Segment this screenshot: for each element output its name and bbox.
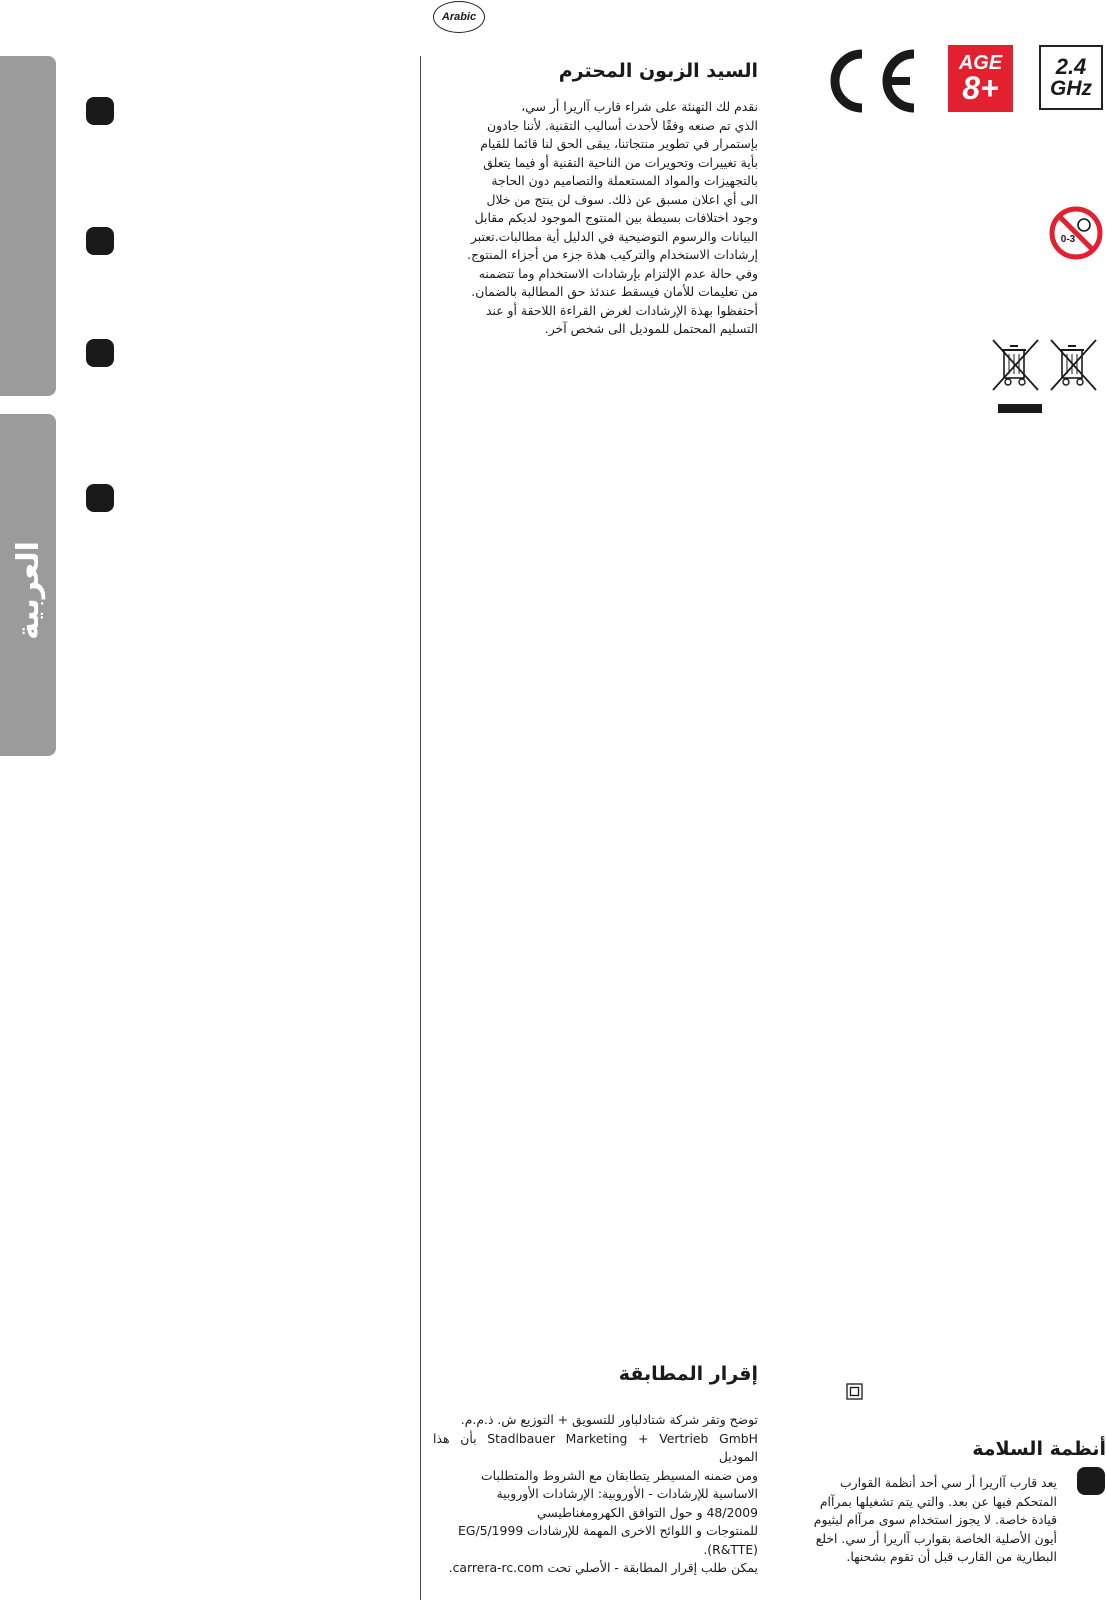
age-label: AGE	[958, 51, 1003, 74]
intro-line: البيانات والرسوم التوضيحية في الدليل أية مطالبات.تعتبر	[470, 228, 758, 244]
intro-line: وجود اختلافات بسيطة بين المنتوج الموجود لديكم مقابل	[474, 210, 758, 225]
safety-line: أيون الأصلية الخاصة بقوارب آاريرا أر سي. اخلع	[815, 1530, 1057, 1546]
side-tab-text: العربية	[10, 540, 46, 640]
age-rating-icon	[948, 45, 1013, 112]
weee-bar	[998, 404, 1042, 413]
safety-line: المتحكم فيها عن بعد. والتي يتم تشغيلها بمرآام	[819, 1493, 1057, 1509]
intro-line: أحتفظوا بهذة الإرشادات لغرض القراءة اللاحقة أو عند	[485, 302, 758, 318]
frequency-value: 2.4	[1055, 54, 1087, 79]
intro-line: الى أي اعلان مسبق عن ذلك. سوف لن ينتج من خلال	[486, 191, 758, 207]
frequency-unit: GHz	[1050, 77, 1092, 100]
intro-text	[433, 98, 758, 339]
safety-bullet	[1077, 1467, 1105, 1495]
language-badge	[433, 1, 485, 33]
safety-line: يعد قارب آاريرا أر سي أحد أنظمة القوارب	[839, 1475, 1057, 1490]
declaration-line: توضح وتقر شركة شتادلباور للتسويق + التوزيع ش. ذ.م.م.	[460, 1412, 758, 1427]
section-bullet-1	[86, 97, 114, 125]
declaration-line: (R&TTE).	[703, 1541, 758, 1557]
intro-line: الذي تم صنعه وفقًا لأحدث أساليب التقنية. لأننا جادون	[487, 117, 758, 133]
section-bullet-4	[86, 484, 114, 512]
not-for-under-3-icon	[1048, 205, 1104, 261]
ce-mark-icon	[818, 46, 918, 116]
intro-title: السيد الزبون المحترم	[558, 60, 758, 82]
age-value: 8+	[962, 69, 999, 106]
safety-line: البطارية من القارب قبل أن تقوم بشحنها.	[846, 1549, 1057, 1564]
safety-text	[786, 1474, 1057, 1567]
ce-mark-label: CE	[818, 46, 820, 47]
intro-line: بأية تغييرات وتحويرات من الناحية التقنية أو فيما يتعلق	[483, 154, 758, 170]
safety-title: أنظمة السلامة	[972, 1438, 1106, 1460]
intro-line: نقدم لك التهنئة على شراء قارب آاريرا أر سي،	[521, 99, 758, 114]
age-warning-label: 0-3	[1060, 234, 1076, 245]
declaration-title: إقرار المطابقة	[618, 1363, 758, 1385]
intro-line: من تعليمات للأمان فيسقط عندئذ حق المطالبة بالضمان.	[471, 284, 758, 299]
declaration-line: يمكن طلب إقرار المطابقة - الأصلي تحت carrera-rc.com.	[448, 1560, 758, 1575]
side-tab-upper	[0, 56, 56, 396]
intro-line: إرشادات الاستخدام والتركيب هذة جزء من أجزاء المنتوج.	[467, 247, 758, 262]
declaration-text	[433, 1411, 758, 1578]
section-bullet-3	[86, 339, 114, 367]
intro-line: بإستمرار في تطوير منتجاتنا، يبقى الحق لنا قائما للقيام	[480, 136, 758, 151]
column-divider	[420, 56, 421, 1600]
declaration-line: للمنتوجات و اللوائح الاخرى المهمة للإرشادات EG/5/1999	[458, 1523, 758, 1538]
intro-line: التسليم المحتمل للموديل الى شخص آخر.	[544, 321, 758, 336]
declaration-line: 48/2009 و حول التوافق الكهرومغناطيسي	[536, 1504, 758, 1520]
safety-line: قيادة خاصة. لا يجوز استخدام سوى مرآام ليثيوم	[813, 1512, 1057, 1527]
section-bullet-2	[86, 227, 114, 255]
language-badge-label: Arabic	[441, 11, 477, 23]
double-insulation-icon	[846, 1383, 863, 1400]
weee-bin-icon	[990, 336, 1042, 392]
side-tab-label	[0, 530, 56, 650]
weee-bin-icon	[1048, 336, 1100, 392]
declaration-line: ومن ضمنه المسيطر يتطابقان مع الشروط والمتطلبات	[481, 1467, 758, 1483]
frequency-icon	[1039, 45, 1103, 110]
intro-line: بالتجهيزات والمواد المستعملة والتصاميم دون الحاجة	[491, 173, 758, 188]
declaration-line: الاساسية للإرشادات - الأوروبية: الإرشادات الأوروبية	[496, 1486, 758, 1501]
declaration-line: Stadlbauer Marketing + Vertrieb GmbH بأن هذا الموديل	[433, 1430, 758, 1464]
intro-line: وفي حالة عدم الإلتزام بإرشادات الاستخدام وما تتضمنه	[478, 265, 758, 281]
